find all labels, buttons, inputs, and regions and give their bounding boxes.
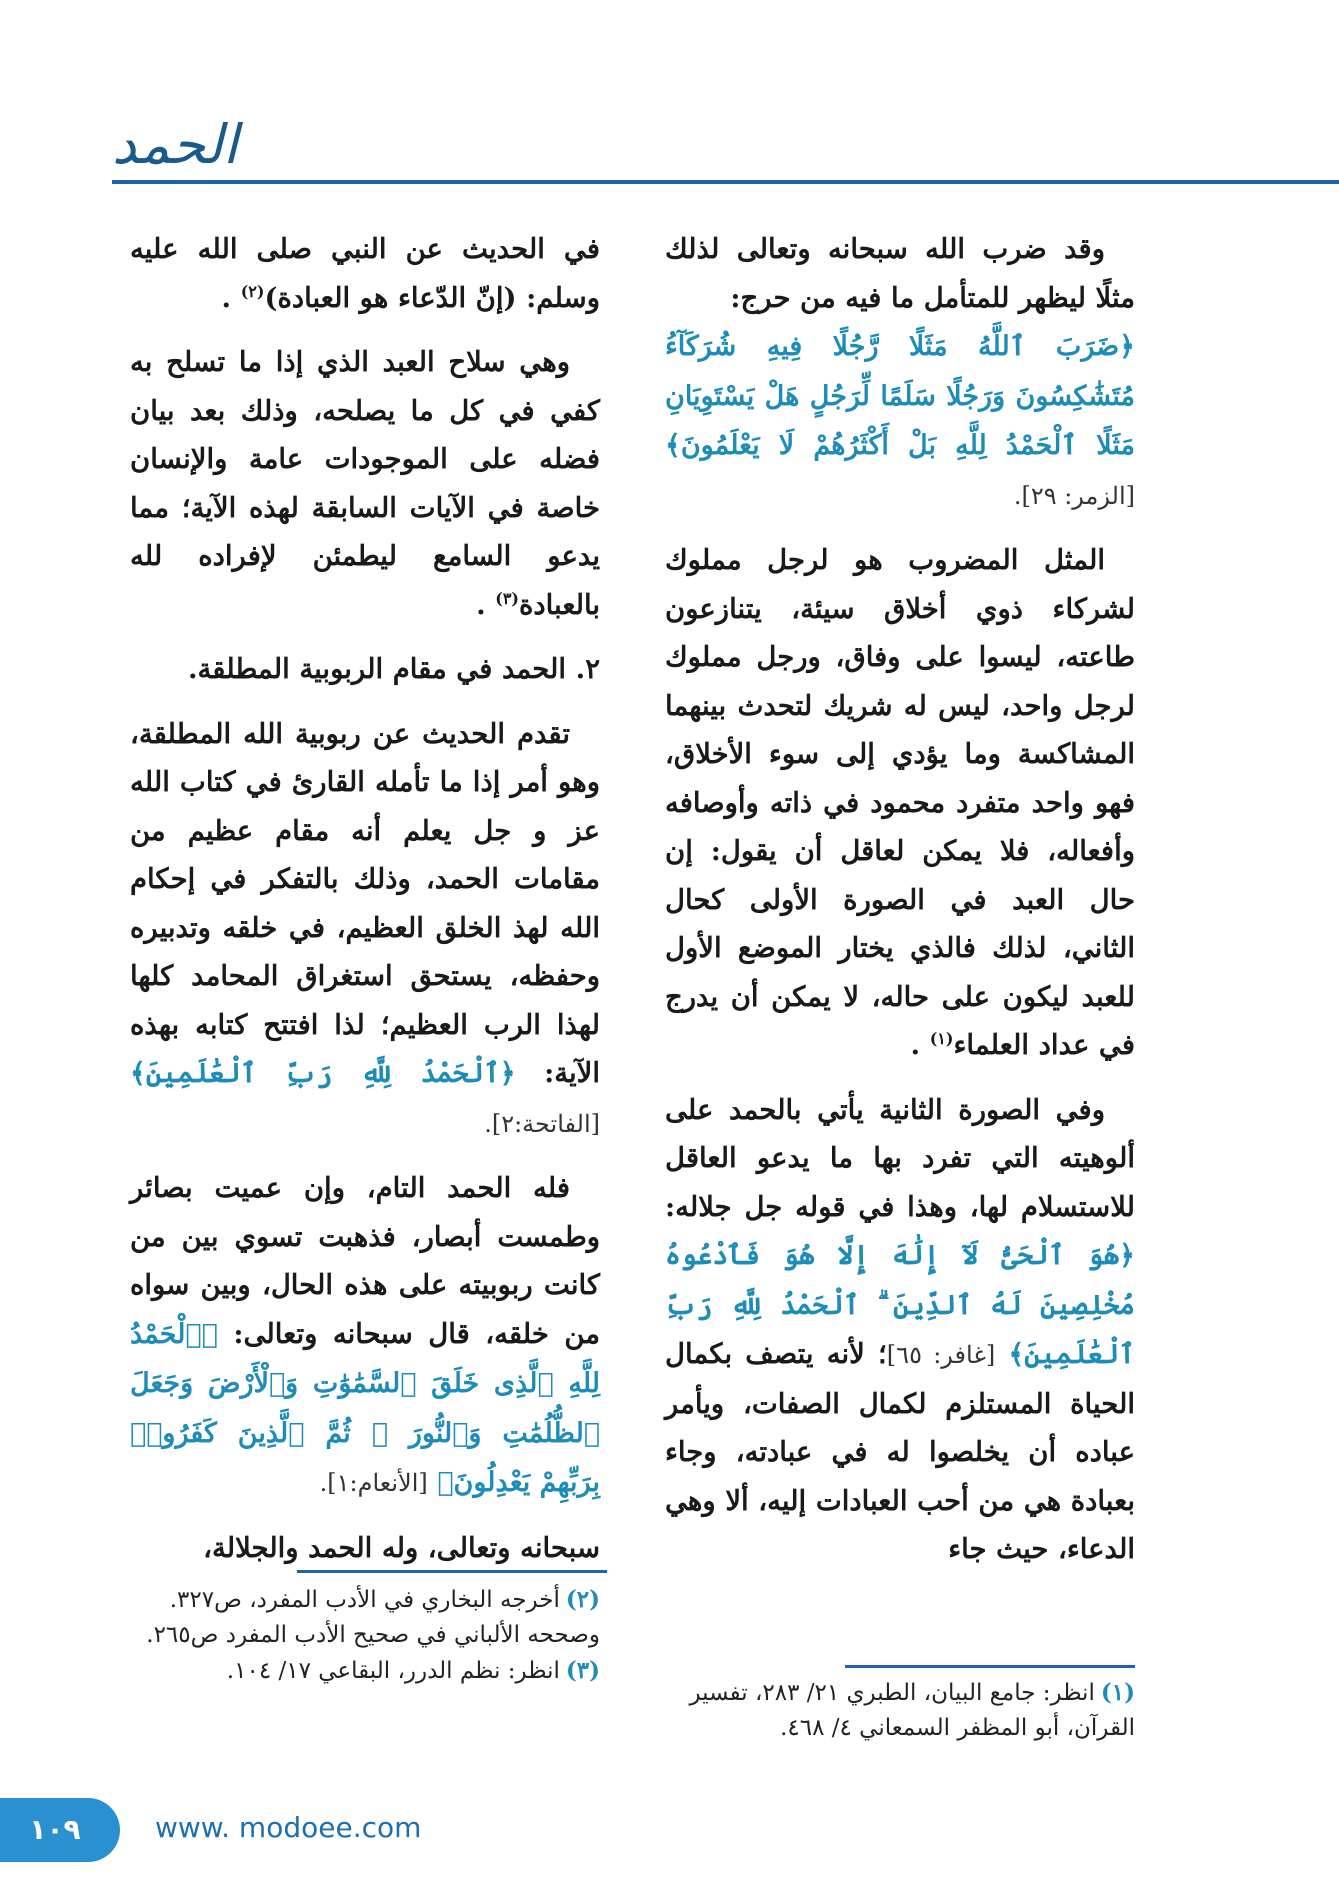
page-number: ١٠٩ <box>29 1813 81 1846</box>
footnote-text: أخرجه البخاري في الأدب المفرد، ص٣٢٧. وصححه الألباني في صحيح الأدب المفرد ص٢٦٥. <box>146 1587 600 1648</box>
paragraph <box>665 225 1135 322</box>
quran-verse: ﴿ٱلْحَمْدُ لِلَّهِ ٱلَّذِى خَلَقَ ٱلسَّمَٰوَٰتِ وَٱلْأَرْضَ وَجَعَلَ ٱلظُّلُمَٰتِ وَٱلنُّورَ ۖ ثُمَّ ٱلَّذِينَ كَفَرُوا۟ بِرَبِّهِمْ يَعْدِلُونَ﴾ <box>130 1318 600 1498</box>
chapter-title: الحمد <box>112 113 238 176</box>
header-rule <box>112 180 1339 184</box>
footnote <box>665 1675 1135 1746</box>
footnote <box>130 1653 600 1689</box>
punctuation: . <box>221 281 232 314</box>
paragraph-text: سبحانه وتعالى، وله الحمد والجلالة، <box>203 1531 600 1564</box>
paragraph-text: وهي سلاح العبد الذي إذا ما تسلح به كفي في كل ما يصلحه، وذلك بعد بيان فضله على الموجودات عامة والإنسان خاصة في الآيات السابقة لهذه الآية؛ مما يدعو السامع ليطمئن لإفراده لله بالعبادة <box>130 346 600 621</box>
paragraph <box>130 338 600 629</box>
quran-verse: ﴿هُوَ ٱلْحَىُّ لَآ إِلَٰهَ إِلَّا هُوَ فَٱدْعُوهُ مُخْلِصِينَ لَهُ ٱلدِّينَ ۗ ٱلْحَمْدُ لِلَّهِ رَبِّ ٱلْعَٰلَمِينَ﴾ <box>665 1240 1135 1370</box>
section-heading: ٢. الحمد في مقام الربوبية المطلقة. <box>187 653 600 685</box>
footnote-text: انظر: نظم الدرر، البقاعي ١٧/ ١٠٤. <box>226 1658 560 1684</box>
paragraph <box>665 1086 1135 1574</box>
right-column <box>665 225 1135 1574</box>
punctuation: . <box>910 1029 921 1061</box>
footnotes-right <box>665 1675 1135 1746</box>
paragraph-text: تقدم الحديث عن ربوبية الله المطلقة، وهو أمر إذا ما تأمله القارئ في كتاب الله عز و جل يعلم أنه مقام عظيم من مقامات الحمد، وذلك بالتفكر في إحكام الله لهذ الخلق العظيم، في خلقه وتدبيره وحفظه، يستحق استغراق المحامد كلها لهذا الرب العظيم؛ لذا افتتح كتابه بهذه الآية: <box>130 717 600 1089</box>
verse-block <box>665 322 1135 520</box>
paragraph-text: المثل المضروب هو لرجل مملوك لشركاء ذوي أخلاق سيئة، يتنازعون طاعته، ليسوا على وفاق، ورجل مملوك لرجل واحد، ليس له شريك لتحدث بينهما المشاكسة وما يؤدي إلى سوء الأخلاق، فهو واحد متفرد محمود في ذاته وأوصافه وأفعاله، فلا يمكن لعاقل أن يقول: إن حال العبد في الصورة الأولى كحال الثاني، لذلك فالذي يختار الموضع الأول للعبد ليكون على حاله، لا يمكن أن يدرج في عداد العلماء <box>665 544 1135 1061</box>
footnote-ref[interactable]: (١) <box>929 1028 954 1048</box>
footnote-number: (١) <box>1100 1679 1135 1706</box>
paragraph <box>130 1524 600 1573</box>
verse-citation: [الزمر: ٢٩]. <box>1013 481 1135 510</box>
footnote-text: انظر: جامع البيان، الطبري ٢١/ ٢٨٣، تفسير القرآن، أبو المظفر السمعاني ٤/ ٤٦٨. <box>689 1680 1135 1741</box>
paragraph <box>665 536 1135 1070</box>
paragraph-text: وقد ضرب الله سبحانه وتعالى لذلك مثلًا ليظهر للمتأمل ما فيه من حرج: <box>665 233 1135 314</box>
paragraph-text: فله الحمد التام، وإن عميت بصائر وطمست أبصار، فذهبت تسوي بين من كانت ربوبيته على هذه الحال، وبين سواه من خلقه، قال سبحانه وتعالى: <box>130 1172 601 1350</box>
verse-citation: [الأنعام:١]. <box>319 1469 428 1497</box>
paragraph-text: وفي الصورة الثانية يأتي بالحمد على ألوهيته التي تفرد بها ما يدعو العاقل للاستسلام لها، وهذا في قوله جل جلاله: <box>665 1093 1135 1223</box>
website-link[interactable]: www. modoee.com <box>155 1811 422 1844</box>
left-column <box>130 225 600 1572</box>
verse-citation: [غافر: ٦٥] <box>886 1341 996 1369</box>
paragraph-text: في الحديث عن النبي صلى الله عليه وسلم: (إنّ الدّعاء هو العبادة) <box>130 233 600 314</box>
footnote-ref[interactable]: (٣) <box>495 588 519 608</box>
punctuation: . <box>476 588 486 621</box>
footnotes-left <box>130 1582 600 1689</box>
paragraph-text: ؛ لأنه يتصف بكمال الحياة المستلزم لكمال الصفات، ويأمر عباده أن يخلصوا له في عبادته، وجاء بعبادة هي من أحب العبادات إليه، ألا وهي الدعاء، حيث جاء <box>665 1338 1135 1565</box>
footnote <box>130 1582 600 1653</box>
footnote-rule <box>297 1570 607 1573</box>
footnote-ref[interactable]: (٢) <box>240 281 265 301</box>
paragraph <box>130 225 600 322</box>
quran-verse: ﴿ضَرَبَ ٱللَّهُ مَثَلًا رَّجُلًا فِيهِ شُرَكَآءُ مُتَشَٰكِسُونَ وَرَجُلًا سَلَمًا لِّرَجُلٍ هَلْ يَسْتَوِيَانِ مَثَلًا ٱلْحَمْدُ لِلَّهِ بَلْ أَكْثَرُهُمْ لَا يَعْلَمُونَ﴾ <box>665 331 1135 461</box>
verse-citation: [الفاتحة:٢]. <box>484 1109 600 1138</box>
footnote-rule <box>845 1665 1135 1668</box>
paragraph <box>130 1164 600 1508</box>
paragraph <box>130 710 600 1149</box>
footnote-number: (٣) <box>565 1657 600 1684</box>
footnote-number: (٢) <box>565 1586 600 1613</box>
quran-verse: ﴿ٱلْحَمْدُ لِلَّهِ رَبِّ ٱلْعَٰلَمِينَ﴾ <box>130 1058 516 1089</box>
